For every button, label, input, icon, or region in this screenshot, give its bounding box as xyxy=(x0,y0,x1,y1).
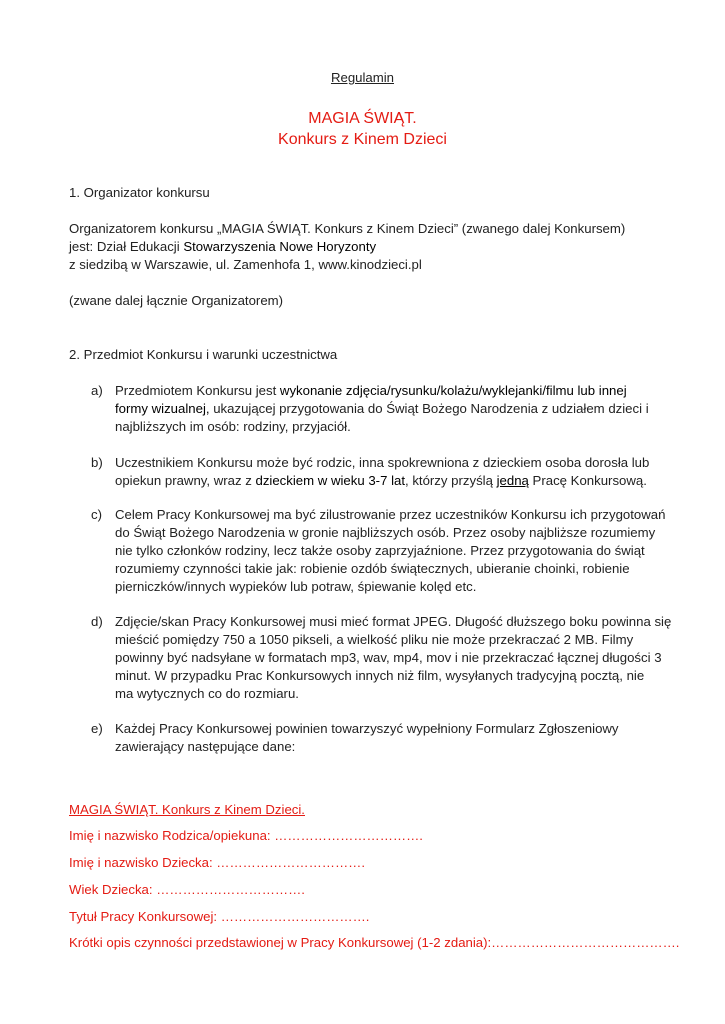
regulamin-heading: Regulamin xyxy=(330,70,395,85)
page-title-line2: Konkurs z Kinem Dzieci xyxy=(278,131,447,148)
item-b-one-highlight: jedną xyxy=(496,473,529,488)
section1-line4: (zwane dalej łącznie Organizatorem) xyxy=(69,293,284,308)
form-field-description: Krótki opis czynności przedstawionej w Pracy Konkursowej (1-2 zdania):……………………………………. xyxy=(69,935,680,950)
list-marker-c: c) xyxy=(91,507,102,522)
item-a-highlight-2: formy wizualnej, xyxy=(115,401,210,416)
section1-line3: z siedzibą w Warszawie, ul. Zamenhofa 1, www.kinodzieci.pl xyxy=(69,257,422,272)
list-marker-e: e) xyxy=(91,721,103,736)
item-c-line3: nie tylko członków rodziny, lecz także osoby zaprzyjaźnione. Przez przygotowania do świąt xyxy=(115,543,645,558)
list-marker-b: b) xyxy=(91,455,103,470)
item-b-age-highlight: dzieckiem w wieku 3-7 lat xyxy=(255,473,405,488)
item-c-line4: rozumiemy czynności takie jak: robienie ozdób świątecznych, ubieranie choinki, robienie xyxy=(115,561,630,576)
item-a-highlight: wykonanie zdjęcia/rysunku/kolażu/wyklejanki/filmu lub innej xyxy=(279,383,627,398)
item-a-line1-text: Przedmiotem Konkursu jest xyxy=(115,383,280,398)
form-field-work-title: Tytuł Pracy Konkursowej: ……………………………. xyxy=(69,909,370,924)
section2-heading: 2. Przedmiot Konkursu i warunki uczestnictwa xyxy=(69,347,338,362)
item-a-line2-text: ukazującej przygotowania do Świąt Bożego Narodzenia z udziałem dzieci i xyxy=(209,401,649,416)
item-d-line1: Zdjęcie/skan Pracy Konkursowej musi mieć format JPEG. Długość dłuższego boku powinna się xyxy=(115,614,672,629)
list-marker-a: a) xyxy=(91,383,103,398)
item-b-line2-mid: , którzy przyślą xyxy=(405,473,497,488)
item-d-line5: ma wytycznych co do rozmiaru. xyxy=(115,686,299,701)
section1-line1: Organizatorem konkursu „MAGIA ŚWIĄT. Konkurs z Kinem Dzieci” (zwanego dalej Konkursem) xyxy=(69,221,626,236)
section1-line2-text: jest: Dział Edukacji xyxy=(69,239,184,254)
item-a-line2 xyxy=(115,400,649,418)
item-c-line2: do Świąt Bożego Narodzenia w gronie najbliższych osób. Przez osoby najbliższe rozumiemy xyxy=(115,525,656,540)
form-title: MAGIA ŚWIĄT. Konkurs z Kinem Dzieci. xyxy=(69,802,305,817)
item-b-line2 xyxy=(115,472,647,490)
form-field-parent-name: Imię i nazwisko Rodzica/opiekuna: ……………………………. xyxy=(69,828,423,843)
item-c-line5: pierniczków/innych wypieków lub potraw, śpiewanie kolęd etc. xyxy=(115,579,477,594)
item-a-line1 xyxy=(115,382,627,400)
item-b-line2-end: Pracę Konkursową. xyxy=(528,473,647,488)
section1-line2 xyxy=(69,238,376,256)
item-d-line4: minut. W przypadku Prac Konkursowych innych niż film, wysyłanych tradycyjną pocztą, nie xyxy=(115,668,645,683)
item-e-line1: Każdej Pracy Konkursowej powinien towarzyszyć wypełniony Formularz Zgłoszeniowy xyxy=(115,721,619,736)
item-e-line2: zawierający następujące dane: xyxy=(115,739,296,754)
list-marker-d: d) xyxy=(91,614,103,629)
item-d-line2: mieścić pomiędzy 750 a 1050 pikseli, a wielkość pliku nie może przekraczać 2 MB. Filmy xyxy=(115,632,634,647)
item-b-line2-text: opiekun prawny, wraz z xyxy=(115,473,256,488)
item-c-line1: Celem Pracy Konkursowej ma być zilustrowanie przez uczestników Konkursu ich przygotowań xyxy=(115,507,666,522)
section1-heading: 1. Organizator konkursu xyxy=(69,185,210,200)
item-d-line3: powinny być nadsyłane w formatach mp3, wav, mp4, mov i nie przekraczać łącznej długości 3 xyxy=(115,650,662,665)
form-field-child-name: Imię i nazwisko Dziecka: ……………………………. xyxy=(69,855,366,870)
form-field-child-age: Wiek Dziecka: ……………………………. xyxy=(69,882,305,897)
organizer-name: Stowarzyszenia Nowe Horyzonty xyxy=(183,239,377,254)
item-b-line1: Uczestnikiem Konkursu może być rodzic, inna spokrewniona z dzieckiem osoba dorosła lub xyxy=(115,455,650,470)
page-title-line1: MAGIA ŚWIĄT. xyxy=(308,110,417,127)
item-a-line3: najbliższych im osób: rodziny, przyjaciół. xyxy=(115,419,351,434)
